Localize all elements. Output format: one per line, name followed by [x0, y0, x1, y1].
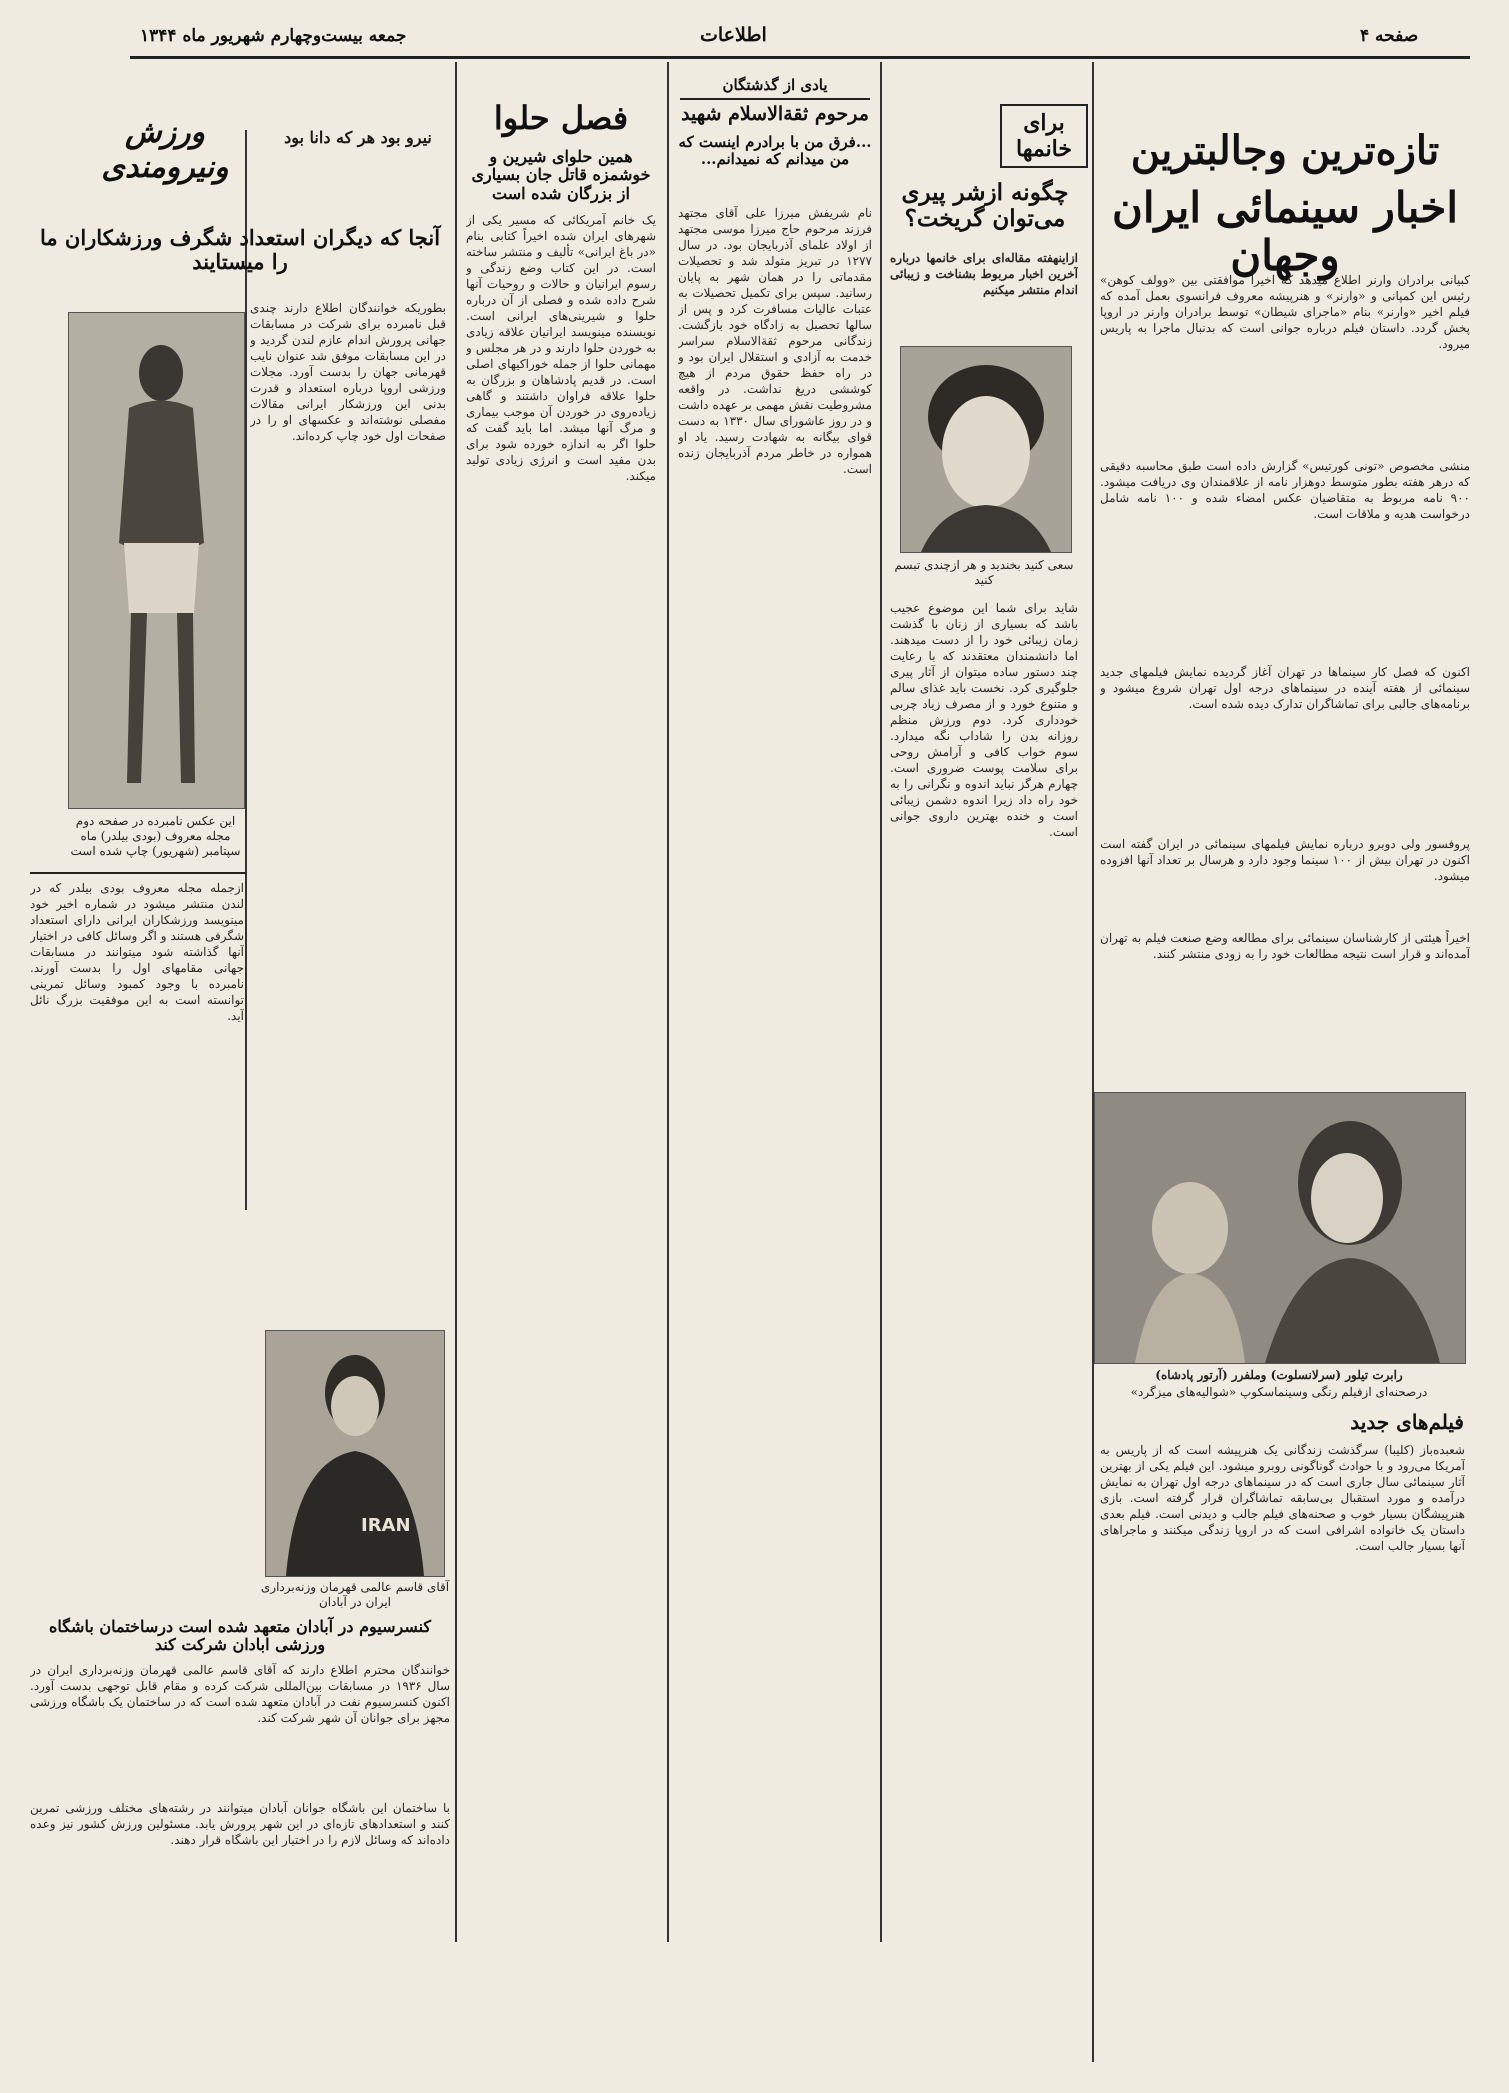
- memory-title: مرحوم ثقة‌الاسلام شهید: [681, 103, 869, 125]
- column-divider: [455, 62, 457, 1942]
- bodybuilder-photo: [68, 312, 245, 809]
- new-films-body: شعبده‌باز (کلیبا) سرگذشت زندگانی یک هنرپیشه است که از پاریس به آمریکا می‌رود و با حوادث گوناگونی روبرو میشود. این فیلم یکی از بهترین آثار سینمائی سال جاری است که در سینماهای درجه اول تهران به نمایش درآمده و مورد استقبال بی‌سابقه تماشاگران قرار گرفته است. بازی هنرپیشگان بسیار خوب و صحنه‌های فیلم جالب و دیدنی است. فیلم بعدی داستان یک خانواده اشرافی است که در اروپا زندگی میکنند و ماجراهای آنها بسیار جالب است.: [1100, 1443, 1465, 1553]
- halva-title: فصل حلوا: [493, 99, 629, 137]
- sports-section-title: ورزش ونیرومندی: [101, 115, 229, 185]
- cinema-title-line2: اخبار سینمائی ایران وجهان: [1112, 183, 1458, 281]
- film-still-photo: [1094, 1092, 1466, 1364]
- new-films-title: فیلم‌های جدید: [1350, 1410, 1464, 1434]
- women-title: چگونه ازشر پیری می‌توان گریخت؟: [901, 179, 1069, 233]
- cinema-paragraph: منشی مخصوص «تونی کورتیس» گزارش داده است طبق محاسبه دقیقی که درهر هفته بطور متوسط دوهزار نامه از علاقمندان وی دریافت میشود. ۹۰۰ نامه مربوط به متقاضیان عکس امضاء شده و ۱۰۰ نامه شامل درخواست هدیه و ملاقات است.: [1100, 459, 1470, 521]
- memory-section-title: یادی از گذشتگان: [722, 76, 828, 94]
- women-section-title: برای خانمها: [1000, 104, 1088, 168]
- column-divider: [880, 62, 882, 1942]
- sports-body: بطوریکه خوانندگان اطلاع دارند چندی قبل نامبرده برای شرکت در مسابقات جهانی پرورش اندام عازم لندن گردید و در این مسابقات موفق شد عنوان نایب قهرمانی جهان را بدست آورد. مجلات ورزشی اروپا درباره استعداد و قدرت بدنی این ورزشکار ایرانی مقالات مفصلی نوشته‌اند و عکسهای او را در صفحات اول خود چاپ کرده‌اند.: [250, 301, 446, 443]
- halva-body: یک خانم آمریکائی که مسیر یکی از شهرهای ایران شده اخیراً کتابی بنام «در باغ ایرانی» تألیف و منتشر ساخته است. در این کتاب وضع زندگی و رسوم ایرانیان و حالات و روحیات آنها شرح داده شده و فصلی از آن درباره حلوا و شیرینی‌های ایرانی است. نویسنده مینویسد ایرانیان علاقه زیادی به خوردن حلوا دارند و در هر مجلس و مهمانی حلوا از جمله خوراکیهای اصلی است. در قدیم پادشاهان و بزرگان به حلوا علاقه فراوان داشتند و گاهی زیاده‌روی در خوردن آن موجب بیماری و مرگ آنها میشد. اما باید گفت که حلوا اگر به اندازه خورده شود برای بدن مفید است و انرژی زیادی تولید میکند.: [466, 213, 656, 483]
- page-number: صفحه ۴: [1360, 26, 1419, 46]
- woman-portrait-photo: [900, 346, 1072, 553]
- issue-date: جمعه بیست‌وچهارم شهریور ماه ۱۳۴۴: [140, 26, 407, 46]
- bodybuilder-photo-caption: این عکس نامبرده در صفحه دوم مجله معروف (بودی بیلدر) ماه سپتامبر (شهریور) چاپ شده است: [70, 814, 241, 858]
- column-divider: [245, 130, 247, 1210]
- sports-kicker: نیرو بود هر که دانا بود: [284, 128, 432, 147]
- memory-rule: [680, 98, 870, 100]
- cinema-paragraph: پروفسور ولی دوبرو درباره نمایش فیلمهای سینمائی در ایران گفته است اکنون در تهران بیش از ۱۰۰ سینما وجود دارد و هرسال بر تعداد آنها افزوده میشود.: [1100, 837, 1470, 883]
- women-intro: ازاینهفته مقاله‌ای برای خانمها درباره آخرین اخبار مربوط بشناخت و زیبائی اندام منتشر میکنیم: [890, 251, 1078, 297]
- cinema-paragraph: کبیانی برادران وارنر اطلاع میدهد که اخیراً موافقتی بین «وولف کوهن» رئیس این کمپانی و «وارنر» و هنرپیشه معروف فرانسوی بعمل آمده که فیلم اخیر «وارنر» بنام «ماجرای شیطان» توسط برادران وارنر در اروپا پخش گردد. داستان فیلم درباره جوانی است که بدنبال ماجرا به پاریس میرود.: [1100, 273, 1470, 351]
- svg-text:IRAN: IRAN: [361, 1515, 411, 1536]
- memory-subtitle: ...فرق من با برادرم اینست که من میدانم که نمیدانم...: [678, 133, 872, 169]
- cinema-paragraph: اخیراً هیئتی از کارشناسان سینمائی برای مطالعه وضع صنعت فیلم به تهران آمده‌اند و قرار است نتیجه مطالعات خود را به زودی منتشر کنند.: [1100, 931, 1470, 961]
- film-photo-caption: درصحنه‌ای ازفیلم رنگی وسینماسکوپ «شوالیه‌های میزگرد»: [1130, 1385, 1428, 1399]
- weightlifter-photo: [265, 1330, 445, 1577]
- sports-body: با ساختمان این باشگاه جوانان آبادان میتوانند در رشته‌های مختلف ورزشی تمرین کنند و استعدادهای تازه‌ای در این شهر پرورش یابد. مسئولین ورزش کشور نیز وعده داده‌اند که وسائل لازم را در اختیار این باشگاه قرار دهند.: [30, 1801, 450, 1847]
- weightlifter-photo-caption: آقای قاسم عالمی قهرمان وزنه‌برداری ایران در آبادان: [260, 1580, 450, 1609]
- masthead-rule: [130, 56, 1470, 59]
- column-divider: [667, 62, 669, 1942]
- halva-subtitle: همین حلوای شیرین و خوشمزه قاتل جان بسیاری از بزرگان شده است: [471, 147, 651, 203]
- newspaper-name: اطلاعات: [700, 24, 767, 46]
- sports-body: خوانندگان محترم اطلاع دارند که آقای قاسم عالمی قهرمان وزنه‌برداری ایران در سال ۱۹۳۶ در مسابقات بین‌المللی شرکت کرده و مقام قابل توجهی بدست آورد. اکنون کنسرسیوم نفت در آبادان متعهد شده است که در ساختمان یک باشگاه ورزشی مجهز برای جوانان آن شهر شرکت کند.: [30, 1663, 450, 1725]
- sports-body: ازجمله مجله معروف بودی بیلدر که در لندن منتشر میشود در شماره اخیر خود مینویسد ورزشکاران ایرانی دارای استعداد شگرفی هستند و اگر وسائل کافی در اختیار آنها گذاشته شود میتوانند در مسابقات جهانی مقامهای اول را بدست آورند. نامبرده با وجود کمبود وسائل تمرینی توانسته است به این موفقیت بزرگ نائل آید.: [30, 881, 244, 1023]
- sports-rule: [30, 872, 246, 874]
- film-photo-caption: رابرت تیلور (سرلانسلوت) وملفرر (آرتور پادشاه): [1155, 1368, 1403, 1382]
- woman-photo-caption: سعی کنید بخندید و هر ازچندی تبسم کنید: [894, 558, 1074, 587]
- sports-title: آنجا که دیگران استعداد شگرف ورزشکاران ما را میستایند: [39, 225, 441, 275]
- cinema-title-line1: تازه‌ترین وجالبترین: [1130, 127, 1440, 174]
- sports-subtitle: کنسرسیوم در آبادان متعهد شده است درساختمان باشگاه ورزشی ابادان شرکت کند: [48, 1617, 432, 1655]
- column-divider: [1092, 62, 1094, 2062]
- memory-body: نام شریفش میرزا علی آقای مجتهد فرزند مرحوم حاج میرزا موسی مجتهد از اولاد علمای آذربایجان بود. در سال ۱۲۷۷ در تبریز متولد شد و تحصیلات مقدماتی را در همان شهر به پایان رسانید. سپس برای تکمیل تحصیلات به عتبات عالیات مسافرت کرد و پس از سالها تحصیل به زادگاه خود بازگشت. زندگانی مرحوم ثقة‌الاسلام سراسر خدمت به آزادی و استقلال ایران بود و در راه حفظ حقوق مردم از هیچ کوششی دریغ نداشت. در واقعه مشروطیت نقش مهمی بر عهده داشت و در روز عاشورای سال ۱۳۳۰ به دست قوای بیگانه به شهادت رسید. یاد او همواره در خاطر مردم آذربایجان زنده است.: [678, 206, 872, 476]
- cinema-paragraph: اکنون که فصل کار سینماها در تهران آغاز گردیده نمایش فیلمهای جدید سینمائی از هفته آینده در سینماهای درجه اول تهران شروع میشود و برنامه‌های جالبی برای تماشاگران تدارک دیده شده است.: [1100, 665, 1470, 711]
- women-body: شاید برای شما این موضوع عجیب باشد که بسیاری از زنان با گذشت زمان زیبائی خود را از دست میدهند. اما دانشمندان معتقدند که با رعایت چند دستور ساده میتوان از آثار پیری جلوگیری کرد. نخست باید غذای سالم و متنوع خورد و از مصرف زیاد چربی خودداری کرد. دوم ورزش منظم روزانه بدن را شاداب نگه میدارد. سوم خواب کافی و آرامش روحی برای سلامت پوست ضروری است. چهارم هرگز نباید اندوه و نگرانی را به خود راه داد زیرا اندوه دشمن زیبائی است و خنده بهترین داروی جوانی است.: [890, 601, 1078, 839]
